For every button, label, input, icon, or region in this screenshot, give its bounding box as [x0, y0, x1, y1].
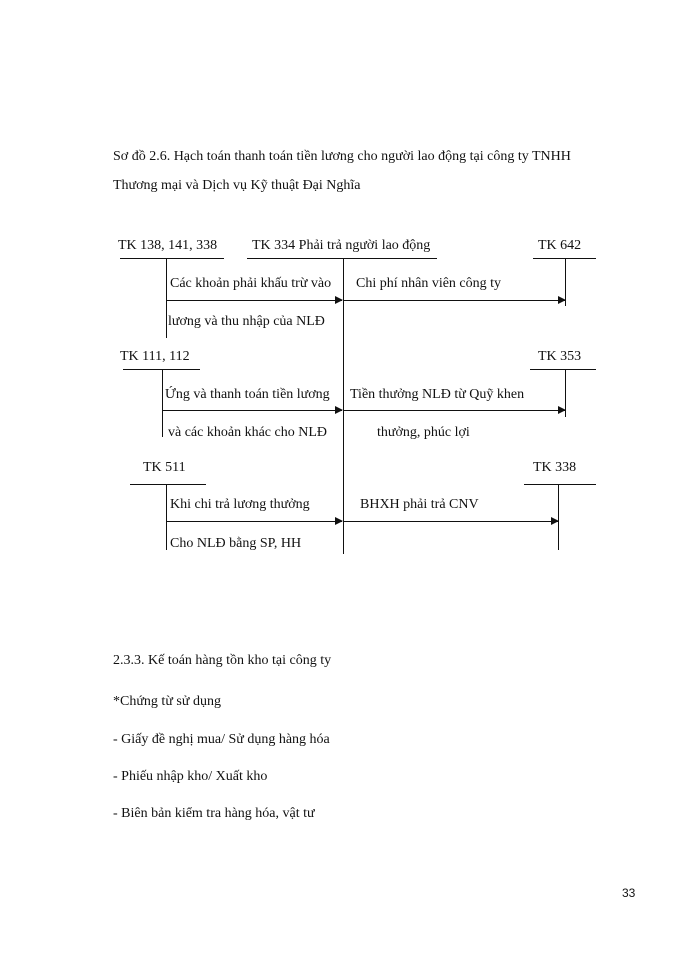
flow-staff-expense: Chi phí nhân viên công ty: [356, 276, 502, 291]
document-list-item-3: - Biên bản kiểm tra hàng hóa, vật tư: [113, 806, 315, 821]
flow-advance-payment-line-2: và các khoản khác cho NLĐ: [168, 425, 327, 440]
tk138-rule: [120, 258, 224, 259]
flow-deductions-line-2: lương và thu nhập của NLĐ: [168, 314, 325, 329]
arrow-tk511-to-tk334: [166, 521, 342, 522]
arrow-tk334-to-tk353: [344, 410, 565, 411]
account-tk642: TK 642: [538, 238, 582, 253]
arrow-tk334-to-tk338: [344, 521, 558, 522]
arrow-tk334-to-tk642: [344, 300, 565, 301]
tk334-rule: [247, 258, 437, 259]
arrow-tk138-to-tk334: [166, 300, 342, 301]
account-tk334: TK 334 Phải trả người lao động: [252, 238, 431, 253]
arrow-tk111-to-tk334: [163, 410, 342, 411]
tk511-stem: [166, 484, 167, 550]
document-list-item-1: - Giấy đề nghị mua/ Sử dụng hàng hóa: [113, 732, 330, 747]
flow-deductions-line-1: Các khoản phải khấu trừ vào: [170, 276, 332, 291]
account-tk338: TK 338: [533, 460, 577, 475]
flow-product-pay-line-2: Cho NLĐ bằng SP, HH: [170, 536, 302, 551]
diagram-caption-line-2: Thương mại và Dịch vụ Kỹ thuật Đại Nghĩa: [113, 178, 361, 193]
tk511-rule: [130, 484, 206, 485]
page-number: 33: [622, 886, 636, 900]
section-heading: 2.3.3. Kế toán hàng tồn kho tại công ty: [113, 653, 332, 668]
flow-bonus-fund-line-1: Tiền thưởng NLĐ từ Quỹ khen: [350, 387, 525, 402]
account-tk353: TK 353: [538, 349, 582, 364]
section-subheading: *Chứng từ sử dụng: [113, 694, 221, 709]
tk353-rule: [530, 369, 596, 370]
flow-social-insurance: BHXH phải trả CNV: [360, 497, 479, 512]
tk111-stem: [162, 369, 163, 437]
account-tk138: TK 138, 141, 338: [118, 238, 218, 253]
tk334-stem: [343, 258, 344, 554]
flow-bonus-fund-line-2: thưởng, phúc lợi: [377, 425, 470, 440]
account-tk511: TK 511: [143, 460, 186, 475]
account-tk111: TK 111, 112: [120, 349, 190, 364]
document-list-item-2: - Phiếu nhập kho/ Xuất kho: [113, 769, 268, 784]
flow-advance-payment-line-1: Ứng và thanh toán tiền lương: [165, 387, 330, 402]
tk338-rule: [524, 484, 596, 485]
diagram-caption-line-1: Sơ đồ 2.6. Hạch toán thanh toán tiền lương cho người lao động tại công ty TNHH: [113, 149, 571, 164]
tk138-stem: [166, 258, 167, 338]
flow-product-pay-line-1: Khi chi trả lương thưởng: [170, 497, 310, 512]
